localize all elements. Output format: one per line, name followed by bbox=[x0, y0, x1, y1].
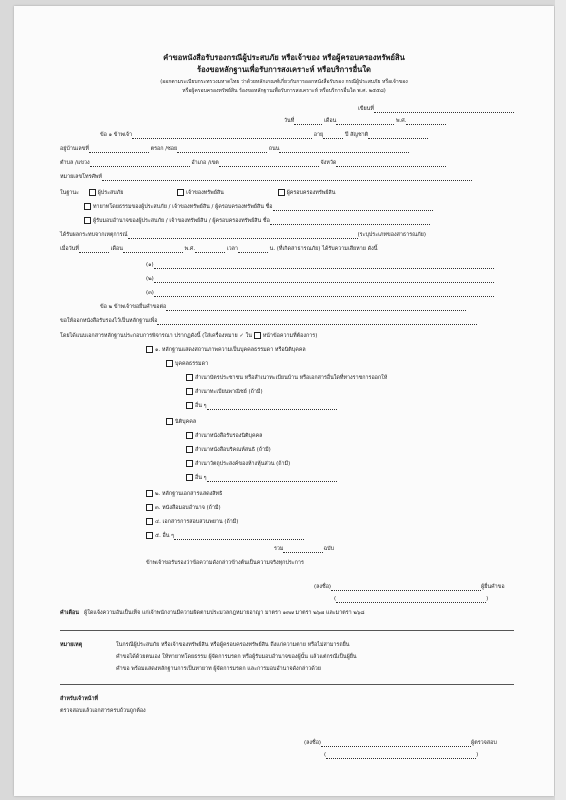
doc-2-item: ๒. หลักฐานเอกสารแสดงสิทธิ bbox=[146, 490, 222, 498]
applicant-printed-name: ( ) bbox=[334, 596, 489, 602]
doc-4-item: ๔. เอกสารการสอบสวนพยาน (ถ้ามี) bbox=[146, 518, 238, 526]
applicant-name-field[interactable] bbox=[132, 132, 312, 139]
month-field[interactable] bbox=[336, 118, 394, 125]
divider-1 bbox=[60, 630, 514, 631]
damage-item-3: (๓) bbox=[146, 290, 494, 297]
juristic-doc-2-item: สำเนาหนังสือบริคณห์สนธิ (ถ้ามี) bbox=[186, 446, 271, 454]
incident-time-field[interactable] bbox=[238, 246, 268, 253]
when-line: เมื่อวันที่ เดือน พ.ศ. เวลา น. (ที่เกิดสาธารณภัย) ได้รับความเสียหาย ดังนี้ bbox=[60, 246, 378, 252]
role-line-1: ในฐานะ ผู้ประสบภัย เจ้าของทรัพย์สิน ผู้ครอบครองทรัพย์สิน bbox=[60, 190, 336, 196]
doc-5-checkbox[interactable] bbox=[146, 532, 153, 539]
damage-field-3[interactable] bbox=[154, 290, 494, 297]
juristic-doc-4-item: อื่น ๆ bbox=[186, 474, 337, 482]
applicant-printed-name-field[interactable] bbox=[334, 596, 489, 603]
officer-signature: (ลงชื่อ) ผู้ตรวจสอบ bbox=[304, 740, 497, 746]
warning: คำเตือน ผู้ใดแจ้งความอันเป็นเท็จ แก่เจ้าพนักงานมีความผิดตามประมวลกฎหมายอาญา มาตรา ๑๓๗ มาตรา ๒๖๗ และมาตรา ๒๖๘ bbox=[60, 610, 365, 616]
natural-doc-1-item: สำเนาบัตรประชาชน หรือสำเนาทะเบียนบ้าน หรือเอกสารอื่นใดที่ทางราชการออกให้ bbox=[186, 374, 387, 382]
role-heir-checkbox[interactable] bbox=[84, 203, 91, 210]
officer-printed-name: ( ) bbox=[324, 752, 479, 758]
heir-name-field[interactable] bbox=[273, 204, 433, 211]
damage-item-1: (๑) bbox=[146, 262, 494, 269]
role-victim-checkbox[interactable] bbox=[89, 189, 96, 196]
natural-person-checkbox[interactable] bbox=[166, 360, 173, 367]
written-at-field[interactable] bbox=[374, 106, 514, 113]
doc-3-item: ๓. หนังสือมอบอำนาจ (ถ้ามี) bbox=[146, 504, 221, 512]
role-proxy-checkbox[interactable] bbox=[84, 217, 91, 224]
juristic-doc-1-item: สำเนาหนังสือรับรองนิติบุคคล bbox=[186, 432, 262, 440]
doc-3-checkbox[interactable] bbox=[146, 504, 153, 511]
role-owner-checkbox[interactable] bbox=[177, 189, 184, 196]
section-2-line: ข้อ ๒ ข้าพเจ้าขอยื่นคำขอต่อ bbox=[100, 304, 466, 311]
form-title: คำขอหนังสือรับรองกรณีผู้ประสบภัย หรือเจ้าของ หรือผู้ครอบครองทรัพย์สิน bbox=[163, 53, 405, 62]
year-field[interactable] bbox=[406, 118, 446, 125]
damage-item-2: (๒) bbox=[146, 276, 494, 283]
certify-text: ข้าพเจ้าขอรับรองว่าข้อความดังกล่าวข้างต้นเป็นความจริงทุกประการ bbox=[146, 560, 304, 566]
applicant-signature: (ลงชื่อ) ผู้ยื่นคำขอ bbox=[314, 584, 505, 590]
juristic-person-checkbox[interactable] bbox=[166, 418, 173, 425]
juristic-doc-3-item: สำเนาวัตถุประสงค์ของห้างหุ้นส่วน (ถ้ามี) bbox=[186, 460, 290, 468]
house-no-field[interactable] bbox=[89, 146, 149, 153]
divider-2 bbox=[60, 684, 514, 685]
juristic-person-item: นิติบุคคล bbox=[166, 418, 196, 426]
applicant-line: ข้อ ๑ ข้าพเจ้า อายุ ปี สัญชาติ bbox=[100, 132, 428, 139]
address-line: อยู่บ้านเลขที่ ตรอก /ซอย ถนน bbox=[60, 146, 409, 153]
cert-request-line: ขอให้ออกหนังสือรับรองไว้เป็นหลักฐานเพื่อ bbox=[60, 318, 477, 325]
natural-doc-3-checkbox[interactable] bbox=[186, 402, 193, 409]
submit-to-field[interactable] bbox=[166, 304, 466, 311]
phone-line: หมายเลขโทรศัพท์ bbox=[60, 174, 472, 181]
juristic-other-field[interactable] bbox=[207, 475, 337, 482]
form-title-2: ร้องขอหลักฐานเพื่อรับการสงเคราะห์ หรือบริการอื่นใด bbox=[197, 65, 371, 74]
natural-doc-2-checkbox[interactable] bbox=[186, 388, 193, 395]
doc-4-checkbox[interactable] bbox=[146, 518, 153, 525]
province-field[interactable] bbox=[336, 160, 446, 167]
role-line-3: ผู้รับมอบอำนาจของผู้ประสบภัย / เจ้าของทรัพย์สิน / ผู้ครอบครองทรัพย์สิน ชื่อ bbox=[84, 217, 430, 225]
applicant-signature-field[interactable] bbox=[331, 584, 481, 591]
officer-signature-field[interactable] bbox=[321, 740, 471, 747]
note-line-1: ในกรณีผู้ประสบภัย หรือเจ้าของทรัพย์สิน หรือผู้ครอบครองทรัพย์สิน ถึงแก่ความตาย หรือไม่สามารถยื่น bbox=[116, 642, 350, 648]
officer-text: ตรวจสอบแล้วเอกสารครบถ้วนถูกต้อง bbox=[60, 708, 146, 714]
incident-year-field[interactable] bbox=[195, 246, 225, 253]
juristic-doc-1-checkbox[interactable] bbox=[186, 432, 193, 439]
written-at-line: เขียนที่ bbox=[358, 106, 514, 113]
doc-1-item: ๑. หลักฐานแสดงสถานภาพความเป็นบุคคลธรรมดา หรือนิติบุคคล bbox=[146, 346, 306, 354]
role-line-2: ทายาทโดยธรรมของผู้ประสบภัย / เจ้าของทรัพย์สิน / ผู้ครอบครองทรัพย์สิน ชื่อ bbox=[84, 203, 433, 211]
juristic-doc-2-checkbox[interactable] bbox=[186, 446, 193, 453]
tick-example-box bbox=[254, 332, 261, 339]
location-line: ตำบล /แขวง อำเภอ /เขต จังหวัด bbox=[60, 160, 446, 167]
proxy-name-field[interactable] bbox=[270, 218, 430, 225]
doc-2-checkbox[interactable] bbox=[146, 490, 153, 497]
role-possessor-checkbox[interactable] bbox=[278, 189, 285, 196]
natural-other-field[interactable] bbox=[207, 403, 337, 410]
juristic-doc-3-checkbox[interactable] bbox=[186, 460, 193, 467]
damage-field-1[interactable] bbox=[154, 262, 494, 269]
note-label: หมายเหตุ bbox=[60, 642, 83, 648]
docs-intro: โดยได้แนบเอกสารหลักฐานประกอบการพิจารณา ปรากฏดังนี้ (ใส่เครื่องหมาย ✓ ใน หน้าข้อความที่ต้องการ) bbox=[60, 333, 318, 339]
natural-person-item: บุคคลธรรมดา bbox=[166, 360, 208, 368]
form-subtitle-2: หรือผู้ครอบครองทรัพย์สิน ร้องขอหลักฐานเพื่อรับการสงเคราะห์ หรือบริการอื่นใด พ.ศ. ๒๕๕๘) bbox=[182, 88, 386, 94]
scrollbar[interactable] bbox=[555, 0, 566, 800]
age-field[interactable] bbox=[323, 132, 343, 139]
incident-month-field[interactable] bbox=[123, 246, 183, 253]
district-field[interactable] bbox=[219, 160, 319, 167]
subdistrict-field[interactable] bbox=[90, 160, 190, 167]
alley-field[interactable] bbox=[177, 146, 267, 153]
phone-field[interactable] bbox=[102, 174, 472, 181]
total-count-field[interactable] bbox=[283, 546, 323, 553]
note-line-2: คำขอได้ด้วยตนเอง ให้ทายาทโดยธรรม ผู้จัดการมรดก หรือผู้รับมอบอำนาจของผู้นั้น แล้วแต่กรณีเป็นผู้ยื่น bbox=[116, 654, 357, 660]
natural-doc-3-item: อื่น ๆ bbox=[186, 402, 337, 410]
juristic-doc-4-checkbox[interactable] bbox=[186, 474, 193, 481]
cert-purpose-field[interactable] bbox=[157, 318, 477, 325]
disaster-field[interactable] bbox=[128, 232, 358, 239]
date-line: วันที่ เดือน พ.ศ. bbox=[284, 118, 446, 125]
note-line-3: คำขอ พร้อมแสดงหลักฐานการเป็นทายาท ผู้จัดการมรดก และการมอบอำนาจดังกล่าวด้วย bbox=[116, 666, 321, 672]
form-subtitle: (ออกตามระเบียบกระทรวงมหาดไทย ว่าด้วยหลักเกณฑ์เกี่ยวกับการออกหนังสือรับรอง กรณีผู้ประสบภัย หรือเจ้าของ bbox=[160, 79, 408, 85]
total-line: รวม ฉบับ bbox=[274, 546, 334, 552]
road-field[interactable] bbox=[279, 146, 409, 153]
nationality-field[interactable] bbox=[368, 132, 428, 139]
incident-day-field[interactable] bbox=[79, 246, 109, 253]
doc-1-checkbox[interactable] bbox=[146, 346, 153, 353]
disaster-line: ได้รับผลกระทบจากเหตุการณ์ (ระบุประเภทของสาธารณภัย) bbox=[60, 232, 426, 238]
natural-doc-2-item: สำเนาทะเบียนพาณิชย์ (ถ้ามี) bbox=[186, 388, 263, 396]
doc-other-field[interactable] bbox=[174, 533, 304, 540]
form-page bbox=[14, 6, 554, 796]
day-field[interactable] bbox=[294, 118, 322, 125]
damage-field-2[interactable] bbox=[154, 276, 494, 283]
officer-label: สำหรับเจ้าหน้าที่ bbox=[60, 696, 99, 702]
natural-doc-1-checkbox[interactable] bbox=[186, 374, 193, 381]
officer-printed-name-field[interactable] bbox=[324, 752, 479, 759]
doc-5-item: ๕. อื่น ๆ bbox=[146, 532, 304, 540]
